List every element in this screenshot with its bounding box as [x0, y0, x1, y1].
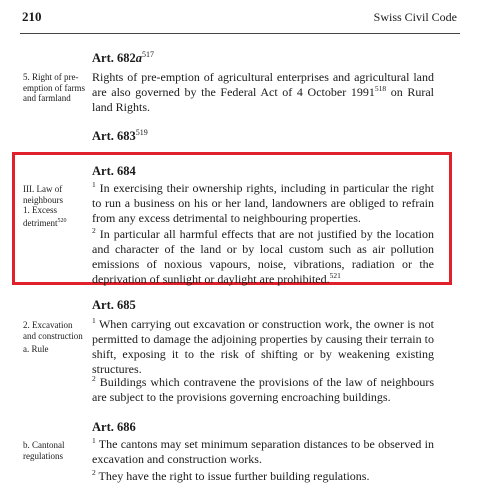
art-683-heading	[92, 128, 148, 144]
para-number: 2	[92, 374, 96, 383]
para-text: Buildings which contravene the provisions of the law of neighbours are subject to the provisions governing encroaching buildings.	[92, 375, 434, 404]
para-number: 2	[92, 468, 96, 477]
art-682a-heading	[92, 50, 154, 66]
para-text: When carrying out excavation or construction work, the owner is not permitted to damage the adjoining properties by causing their terrain to shift, exposing it to the risk of shifting or by weakening existing structures.	[92, 317, 434, 376]
para-text: on Rural land Rights.	[92, 85, 434, 114]
running-title: Swiss Civil Code	[373, 10, 457, 24]
para-text: The cantons may set minimum separation distances to be observed in excavation and construction works.	[92, 437, 434, 466]
para-number: 2	[92, 226, 96, 235]
footnote-ref-521[interactable]: 521	[329, 271, 341, 280]
art-686-heading: Art. 686	[92, 420, 136, 434]
para-number: 1	[92, 436, 96, 445]
para-number: 1	[92, 316, 96, 325]
art-685-para-1	[92, 317, 434, 377]
art-684-para-2	[92, 227, 434, 287]
margin-line: and farmland	[23, 93, 71, 103]
art-682a-text	[92, 70, 434, 115]
margin-note-law-of-neighbours	[23, 184, 86, 228]
margin-line: and construction	[23, 330, 83, 341]
para-text: Rights of pre-emption of agricultural enterprises and agricultural land are also governed by the Federal Act of 4 October 1991	[92, 70, 434, 99]
art-686-para-2	[92, 469, 434, 484]
margin-note-cantonal-regulations	[23, 440, 86, 461]
margin-line: 2. Excavation	[23, 320, 73, 330]
margin-line: detriment$^{520}$	[23, 217, 67, 228]
footnote-ref-519[interactable]: 519	[135, 128, 148, 137]
art-683-label: Art. 683	[92, 129, 136, 144]
header-rule	[20, 33, 460, 34]
art-684-para-1	[92, 181, 434, 226]
margin-line: neighbours	[23, 194, 63, 205]
margin-line: emption of farms	[23, 82, 85, 93]
art-685-heading: Art. 685	[92, 298, 136, 312]
margin-note-right-of-pre-emption	[23, 72, 86, 104]
para-text: They have the right to issue further building regulations.	[95, 469, 370, 483]
margin-line: 1. Excess	[23, 205, 57, 215]
para-number: 1	[92, 180, 96, 189]
art-682a-suffix: a	[135, 51, 142, 66]
footnote-ref-517[interactable]: 517	[142, 50, 154, 59]
margin-line: b. Cantonal	[23, 440, 65, 450]
margin-line: a. Rule	[23, 344, 49, 354]
art-682a-label: Art. 682	[92, 51, 136, 66]
para-text: In particular all harmful effects that are not justified by the location and character of the land or by local custom such as air pollution emissions of noxious vapours, noise, vibrations, radiation or the deprivation of sunlight or daylight are prohibited.	[92, 227, 434, 286]
margin-line: III. Law of	[23, 184, 63, 194]
margin-line: regulations	[23, 450, 63, 461]
art-684-heading: Art. 684	[92, 164, 136, 178]
footnote-ref-520[interactable]: 520	[57, 217, 67, 224]
margin-line: 5. Right of pre-	[23, 72, 79, 82]
margin-note-excavation	[23, 320, 86, 355]
footnote-ref-518[interactable]: 518	[374, 84, 387, 93]
para-text: In exercising their ownership rights, including in particular the right to run a business on his or her land, landowners are obliged to refrain from any excess detrimental to neighbouring properties.	[92, 181, 434, 225]
page-number: 210	[22, 9, 42, 24]
art-686-para-1	[92, 437, 434, 467]
art-685-para-2	[92, 375, 434, 405]
